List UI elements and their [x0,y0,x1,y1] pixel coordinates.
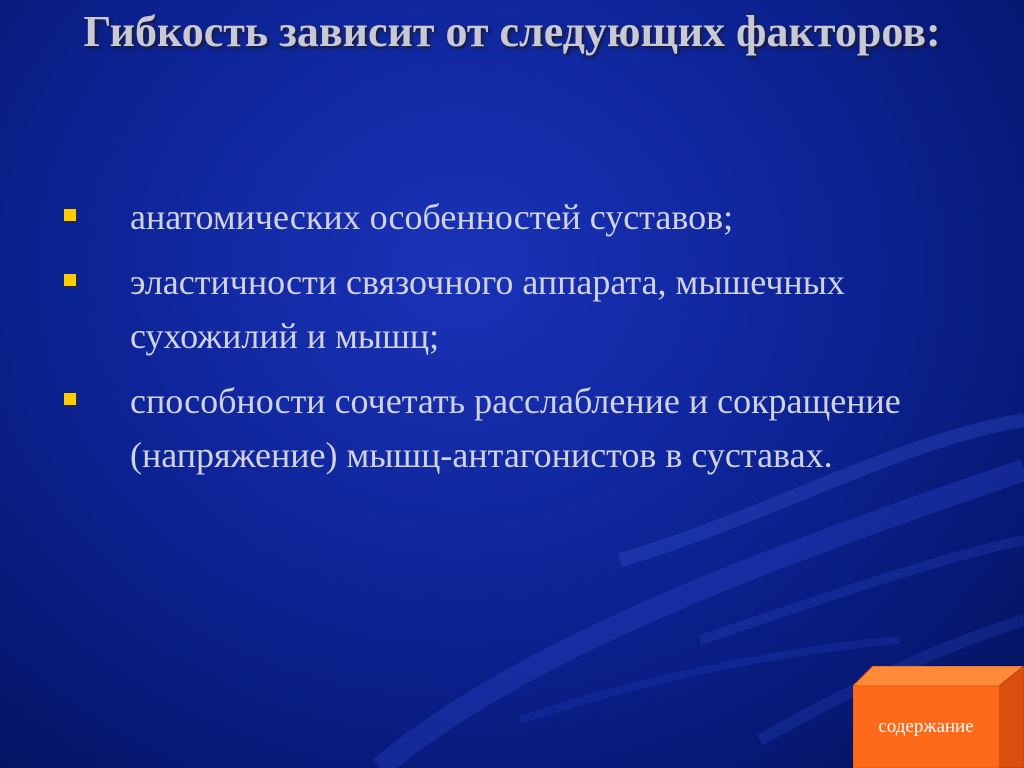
bullet-text: анатомических особенностей суставов; [130,197,734,237]
square-bullet-icon [64,209,76,221]
bullet-text: способности сочетать расслабление и сокращение (напряжение) мышц-антагонистов в суставах. [130,381,901,475]
bullet-item [62,190,962,244]
slide-title: Гибкость зависит от следующих факторов: [83,7,941,56]
contents-button-label: содержание [878,716,974,737]
square-bullet-icon [64,274,76,286]
bullet-text: эластичности связочного аппарата, мышечных сухожилий и мышц; [130,262,845,356]
contents-button[interactable] [853,666,1024,768]
bullet-list [62,190,962,493]
square-bullet-icon [64,393,76,405]
bullet-item [62,255,962,363]
bullet-item [62,374,962,482]
